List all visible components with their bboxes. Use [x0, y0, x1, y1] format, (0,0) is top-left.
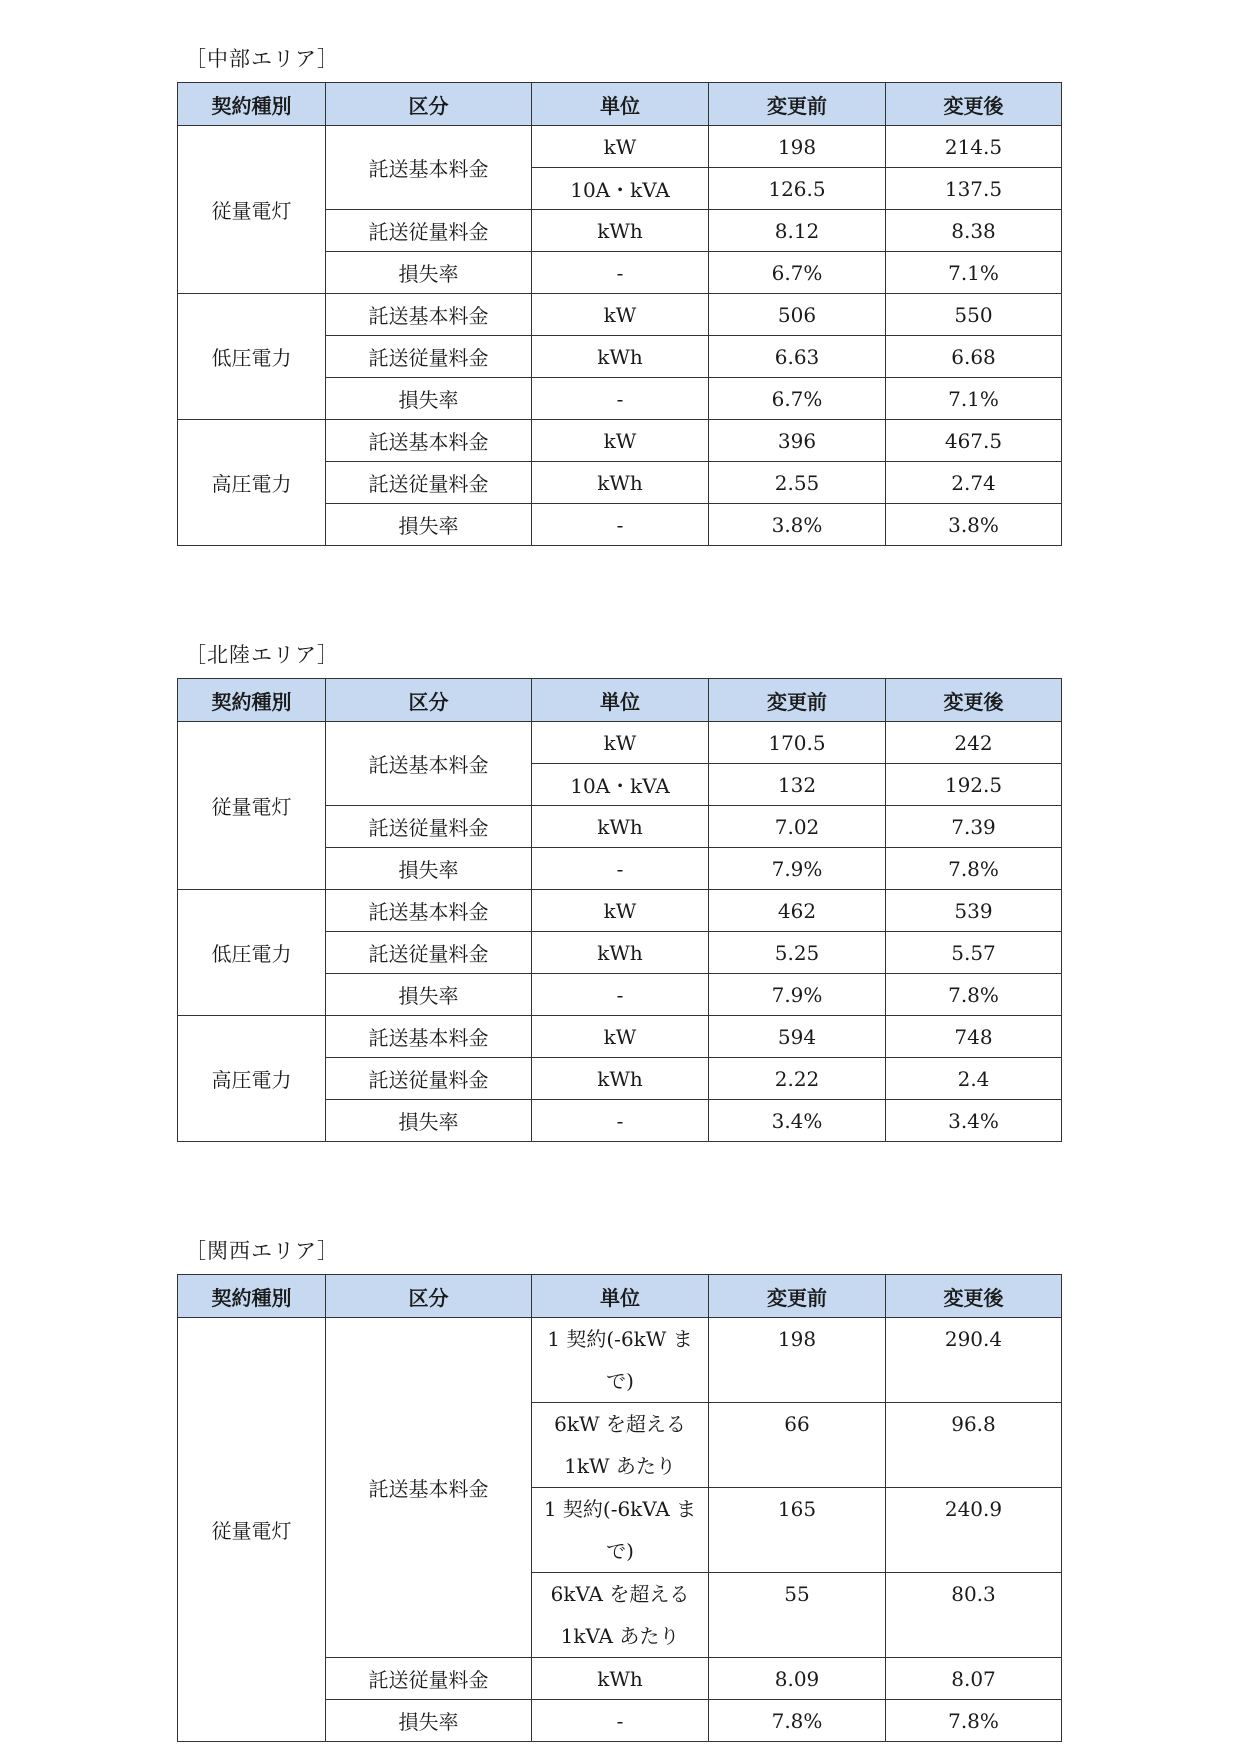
after-cell: 5.57	[886, 932, 1062, 974]
after-cell: 290.4	[886, 1318, 1062, 1403]
category-cell: 損失率	[326, 504, 532, 546]
unit-cell: kWh	[532, 462, 709, 504]
table-row	[178, 126, 1062, 168]
unit-cell: 1 契約(-6kW まで)	[532, 1318, 709, 1403]
before-cell: 8.12	[709, 210, 886, 252]
table-row	[178, 294, 1062, 336]
unit-cell: 10A・kVA	[532, 764, 709, 806]
before-cell: 3.8%	[709, 504, 886, 546]
after-cell: 539	[886, 890, 1062, 932]
section-hokuriku	[177, 640, 1061, 1142]
before-cell: 7.9%	[709, 848, 886, 890]
before-cell: 198	[709, 1318, 886, 1403]
header-after: 変更後	[886, 83, 1062, 126]
category-cell: 託送従量料金	[326, 1058, 532, 1100]
category-cell: 損失率	[326, 1100, 532, 1142]
category-cell: 託送従量料金	[326, 336, 532, 378]
after-cell: 137.5	[886, 168, 1062, 210]
after-cell: 3.4%	[886, 1100, 1062, 1142]
table-row	[178, 1016, 1062, 1058]
header-unit: 単位	[532, 83, 709, 126]
unit-cell: kW	[532, 420, 709, 462]
section-title-kansai: ［関西エリア］	[185, 1239, 339, 1263]
after-cell: 2.74	[886, 462, 1062, 504]
before-cell: 165	[709, 1488, 886, 1573]
contract-type-cell: 従量電灯	[178, 722, 326, 890]
header-contract-type: 契約種別	[178, 83, 326, 126]
category-cell: 損失率	[326, 848, 532, 890]
before-cell: 6.63	[709, 336, 886, 378]
after-cell: 6.68	[886, 336, 1062, 378]
unit-cell: kW	[532, 722, 709, 764]
before-cell: 8.09	[709, 1658, 886, 1700]
before-cell: 126.5	[709, 168, 886, 210]
unit-cell: kWh	[532, 806, 709, 848]
section-kansai	[177, 1236, 1061, 1742]
unit-cell: kWh	[532, 210, 709, 252]
after-cell: 192.5	[886, 764, 1062, 806]
before-cell: 6.7%	[709, 252, 886, 294]
after-cell: 7.8%	[886, 974, 1062, 1016]
category-cell: 託送基本料金	[326, 890, 532, 932]
table-header-row	[178, 1275, 1062, 1318]
before-cell: 462	[709, 890, 886, 932]
before-cell: 3.4%	[709, 1100, 886, 1142]
header-before: 変更前	[709, 1275, 886, 1318]
table-row	[178, 722, 1062, 764]
after-cell: 80.3	[886, 1573, 1062, 1658]
table-header-row	[178, 83, 1062, 126]
unit-cell: -	[532, 504, 709, 546]
before-cell: 6.7%	[709, 378, 886, 420]
after-cell: 8.07	[886, 1658, 1062, 1700]
unit-cell: kW	[532, 890, 709, 932]
unit-cell: -	[532, 848, 709, 890]
category-cell: 託送基本料金	[326, 294, 532, 336]
section-chubu	[177, 44, 1061, 546]
before-cell: 396	[709, 420, 886, 462]
rate-table-kansai	[177, 1274, 1062, 1742]
header-category: 区分	[326, 679, 532, 722]
unit-cell: 10A・kVA	[532, 168, 709, 210]
after-cell: 214.5	[886, 126, 1062, 168]
unit-cell: kW	[532, 294, 709, 336]
header-contract-type: 契約種別	[178, 679, 326, 722]
after-cell: 240.9	[886, 1488, 1062, 1573]
unit-cell: -	[532, 974, 709, 1016]
contract-type-cell: 低圧電力	[178, 294, 326, 420]
after-cell: 7.1%	[886, 378, 1062, 420]
category-cell: 託送基本料金	[326, 722, 532, 806]
rate-table-hokuriku	[177, 678, 1062, 1142]
contract-type-cell: 低圧電力	[178, 890, 326, 1016]
before-cell: 7.8%	[709, 1700, 886, 1742]
before-cell: 5.25	[709, 932, 886, 974]
unit-cell: -	[532, 252, 709, 294]
header-unit: 単位	[532, 1275, 709, 1318]
contract-type-cell: 高圧電力	[178, 1016, 326, 1142]
after-cell: 550	[886, 294, 1062, 336]
header-before: 変更前	[709, 83, 886, 126]
category-cell: 損失率	[326, 378, 532, 420]
after-cell: 7.1%	[886, 252, 1062, 294]
header-after: 変更後	[886, 679, 1062, 722]
category-cell: 託送従量料金	[326, 210, 532, 252]
header-before: 変更前	[709, 679, 886, 722]
unit-cell: kW	[532, 1016, 709, 1058]
category-cell: 託送従量料金	[326, 1658, 532, 1700]
category-cell: 託送基本料金	[326, 420, 532, 462]
after-cell: 7.8%	[886, 848, 1062, 890]
category-cell: 託送基本料金	[326, 1016, 532, 1058]
category-cell: 託送従量料金	[326, 806, 532, 848]
before-cell: 132	[709, 764, 886, 806]
after-cell: 748	[886, 1016, 1062, 1058]
rate-table-chubu	[177, 82, 1062, 546]
category-cell: 託送従量料金	[326, 462, 532, 504]
category-cell: 損失率	[326, 974, 532, 1016]
after-cell: 7.8%	[886, 1700, 1062, 1742]
table-row	[178, 420, 1062, 462]
unit-cell: kWh	[532, 1658, 709, 1700]
header-contract-type: 契約種別	[178, 1275, 326, 1318]
section-title-hokuriku: ［北陸エリア］	[185, 643, 339, 667]
after-cell: 2.4	[886, 1058, 1062, 1100]
header-category: 区分	[326, 1275, 532, 1318]
category-cell: 損失率	[326, 1700, 532, 1742]
table-row	[178, 890, 1062, 932]
unit-cell: kWh	[532, 1058, 709, 1100]
before-cell: 7.9%	[709, 974, 886, 1016]
before-cell: 55	[709, 1573, 886, 1658]
contract-type-cell: 従量電灯	[178, 1318, 326, 1742]
table-row	[178, 1318, 1062, 1403]
header-category: 区分	[326, 83, 532, 126]
before-cell: 170.5	[709, 722, 886, 764]
unit-cell: kWh	[532, 336, 709, 378]
unit-cell: -	[532, 1700, 709, 1742]
after-cell: 8.38	[886, 210, 1062, 252]
after-cell: 7.39	[886, 806, 1062, 848]
category-cell: 損失率	[326, 252, 532, 294]
after-cell: 3.8%	[886, 504, 1062, 546]
unit-cell: kW	[532, 126, 709, 168]
header-unit: 単位	[532, 679, 709, 722]
before-cell: 66	[709, 1403, 886, 1488]
after-cell: 96.8	[886, 1403, 1062, 1488]
category-cell: 託送基本料金	[326, 1318, 532, 1658]
before-cell: 198	[709, 126, 886, 168]
table-header-row	[178, 679, 1062, 722]
unit-cell: -	[532, 378, 709, 420]
before-cell: 2.55	[709, 462, 886, 504]
before-cell: 506	[709, 294, 886, 336]
before-cell: 2.22	[709, 1058, 886, 1100]
section-title-chubu: ［中部エリア］	[185, 47, 339, 71]
category-cell: 託送基本料金	[326, 126, 532, 210]
header-after: 変更後	[886, 1275, 1062, 1318]
contract-type-cell: 従量電灯	[178, 126, 326, 294]
unit-cell: 1 契約(-6kVA まで)	[532, 1488, 709, 1573]
before-cell: 7.02	[709, 806, 886, 848]
before-cell: 594	[709, 1016, 886, 1058]
unit-cell: -	[532, 1100, 709, 1142]
category-cell: 託送従量料金	[326, 932, 532, 974]
unit-cell: 6kW を超える 1kW あたり	[532, 1403, 709, 1488]
after-cell: 242	[886, 722, 1062, 764]
unit-cell: 6kVA を超える 1kVA あたり	[532, 1573, 709, 1658]
contract-type-cell: 高圧電力	[178, 420, 326, 546]
after-cell: 467.5	[886, 420, 1062, 462]
unit-cell: kWh	[532, 932, 709, 974]
